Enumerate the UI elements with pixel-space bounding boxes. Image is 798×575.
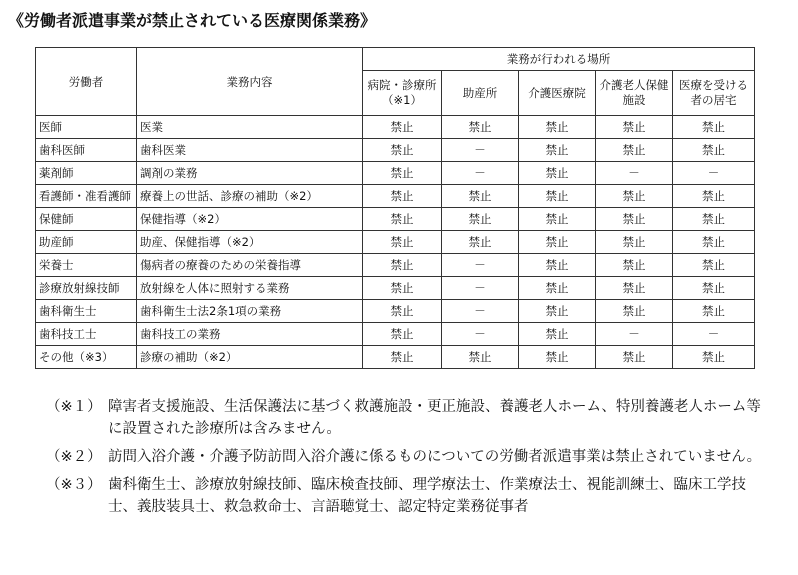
status-cell: 禁止 [363, 116, 442, 139]
footnotes [46, 396, 766, 524]
status-cell: － [442, 277, 519, 300]
worker-cell: 歯科衛生士 [36, 300, 137, 323]
footnote [46, 396, 766, 440]
status-cell: 禁止 [673, 300, 755, 323]
footnote-key: （※２） [46, 449, 102, 465]
status-cell: 禁止 [519, 231, 596, 254]
status-cell: 禁止 [363, 231, 442, 254]
status-cell: 禁止 [519, 300, 596, 323]
status-cell: － [673, 162, 755, 185]
status-cell: － [442, 254, 519, 277]
worker-cell: 医師 [36, 116, 137, 139]
status-cell: 禁止 [519, 185, 596, 208]
table-row [36, 254, 755, 277]
status-cell: － [596, 162, 673, 185]
worker-cell: 薬剤師 [36, 162, 137, 185]
table-row [36, 185, 755, 208]
status-cell: 禁止 [673, 208, 755, 231]
place-header-3: 介護医療院 [519, 71, 596, 116]
status-cell: － [442, 300, 519, 323]
place-header-4: 介護老人保健施設 [596, 71, 673, 116]
content-header: 業務内容 [137, 48, 363, 116]
status-cell: 禁止 [596, 231, 673, 254]
status-cell: 禁止 [673, 346, 755, 369]
status-cell: 禁止 [363, 139, 442, 162]
page-title: 《労働者派遣事業が禁止されている医療関係業務》 [8, 11, 377, 30]
status-cell: 禁止 [596, 277, 673, 300]
worker-cell: 診療放射線技師 [36, 277, 137, 300]
worker-cell: その他（※3） [36, 346, 137, 369]
status-cell: － [596, 323, 673, 346]
content-cell: 歯科衛生士法2条1項の業務 [137, 300, 363, 323]
status-cell: 禁止 [596, 346, 673, 369]
status-cell: 禁止 [596, 116, 673, 139]
status-cell: 禁止 [363, 208, 442, 231]
status-cell: － [442, 139, 519, 162]
content-cell: 調剤の業務 [137, 162, 363, 185]
status-cell: 禁止 [673, 231, 755, 254]
worker-cell: 看護師・准看護師 [36, 185, 137, 208]
footnote [46, 474, 766, 518]
worker-cell: 栄養士 [36, 254, 137, 277]
status-cell: 禁止 [363, 323, 442, 346]
status-cell: 禁止 [673, 139, 755, 162]
status-cell: 禁止 [363, 346, 442, 369]
footnote-text: 訪問入浴介護・介護予防訪問入浴介護に係るものについての労働者派遣事業は禁止されていません。 [108, 449, 762, 465]
status-cell: 禁止 [442, 116, 519, 139]
status-cell: － [442, 162, 519, 185]
status-cell: 禁止 [596, 208, 673, 231]
table-row [36, 231, 755, 254]
status-cell: 禁止 [596, 139, 673, 162]
footnote-key: （※３） [46, 477, 102, 493]
table-row [36, 277, 755, 300]
status-cell: 禁止 [442, 346, 519, 369]
status-cell: 禁止 [519, 208, 596, 231]
status-cell: 禁止 [363, 162, 442, 185]
status-cell: 禁止 [673, 254, 755, 277]
status-cell: 禁止 [442, 208, 519, 231]
status-cell: 禁止 [673, 185, 755, 208]
content-cell: 歯科技工の業務 [137, 323, 363, 346]
status-cell: 禁止 [596, 185, 673, 208]
status-cell: 禁止 [673, 116, 755, 139]
place-header-5: 医療を受ける者の居宅 [673, 71, 755, 116]
status-cell: 禁止 [519, 254, 596, 277]
status-cell: 禁止 [363, 254, 442, 277]
worker-header: 労働者 [36, 48, 137, 116]
place-group-header: 業務が行われる場所 [363, 48, 755, 71]
status-cell: 禁止 [363, 277, 442, 300]
status-cell: 禁止 [363, 300, 442, 323]
status-cell: 禁止 [519, 139, 596, 162]
worker-cell: 歯科医師 [36, 139, 137, 162]
worker-cell: 助産師 [36, 231, 137, 254]
content-cell: 放射線を人体に照射する業務 [137, 277, 363, 300]
table-row [36, 323, 755, 346]
status-cell: 禁止 [519, 277, 596, 300]
footnote-key: （※１） [46, 399, 102, 415]
status-cell: 禁止 [519, 346, 596, 369]
table-row [36, 162, 755, 185]
content-cell: 歯科医業 [137, 139, 363, 162]
content-cell: 療養上の世話、診療の補助（※2） [137, 185, 363, 208]
place-header-2: 助産所 [442, 71, 519, 116]
content-cell: 助産、保健指導（※2） [137, 231, 363, 254]
status-cell: － [442, 323, 519, 346]
status-cell: 禁止 [673, 277, 755, 300]
table-row [36, 300, 755, 323]
status-cell: 禁止 [519, 116, 596, 139]
footnote [46, 446, 766, 468]
status-cell: 禁止 [442, 185, 519, 208]
status-cell: 禁止 [442, 231, 519, 254]
status-cell: 禁止 [363, 185, 442, 208]
status-cell: 禁止 [596, 254, 673, 277]
table-row [36, 139, 755, 162]
footnote-text: 障害者支援施設、生活保護法に基づく救護施設・更正施設、養護老人ホーム、特別養護老人ホーム等に設置された診療所は含みません。 [108, 399, 761, 437]
worker-cell: 歯科技工士 [36, 323, 137, 346]
content-cell: 医業 [137, 116, 363, 139]
place-header-1: 病院・診療所（※1） [363, 71, 442, 116]
worker-cell: 保健師 [36, 208, 137, 231]
footnote-text: 歯科衛生士、診療放射線技師、臨床検査技師、理学療法士、作業療法士、視能訓練士、臨床工学技士、義肢装具士、救急救命士、言語聴覚士、認定特定業務従事者 [108, 477, 746, 515]
status-cell: － [673, 323, 755, 346]
table-row [36, 346, 755, 369]
content-cell: 保健指導（※2） [137, 208, 363, 231]
table-row [36, 208, 755, 231]
prohibited-work-table [35, 47, 755, 369]
status-cell: 禁止 [519, 162, 596, 185]
status-cell: 禁止 [519, 323, 596, 346]
status-cell: 禁止 [596, 300, 673, 323]
table-row [36, 116, 755, 139]
content-cell: 傷病者の療養のための栄養指導 [137, 254, 363, 277]
content-cell: 診療の補助（※2） [137, 346, 363, 369]
